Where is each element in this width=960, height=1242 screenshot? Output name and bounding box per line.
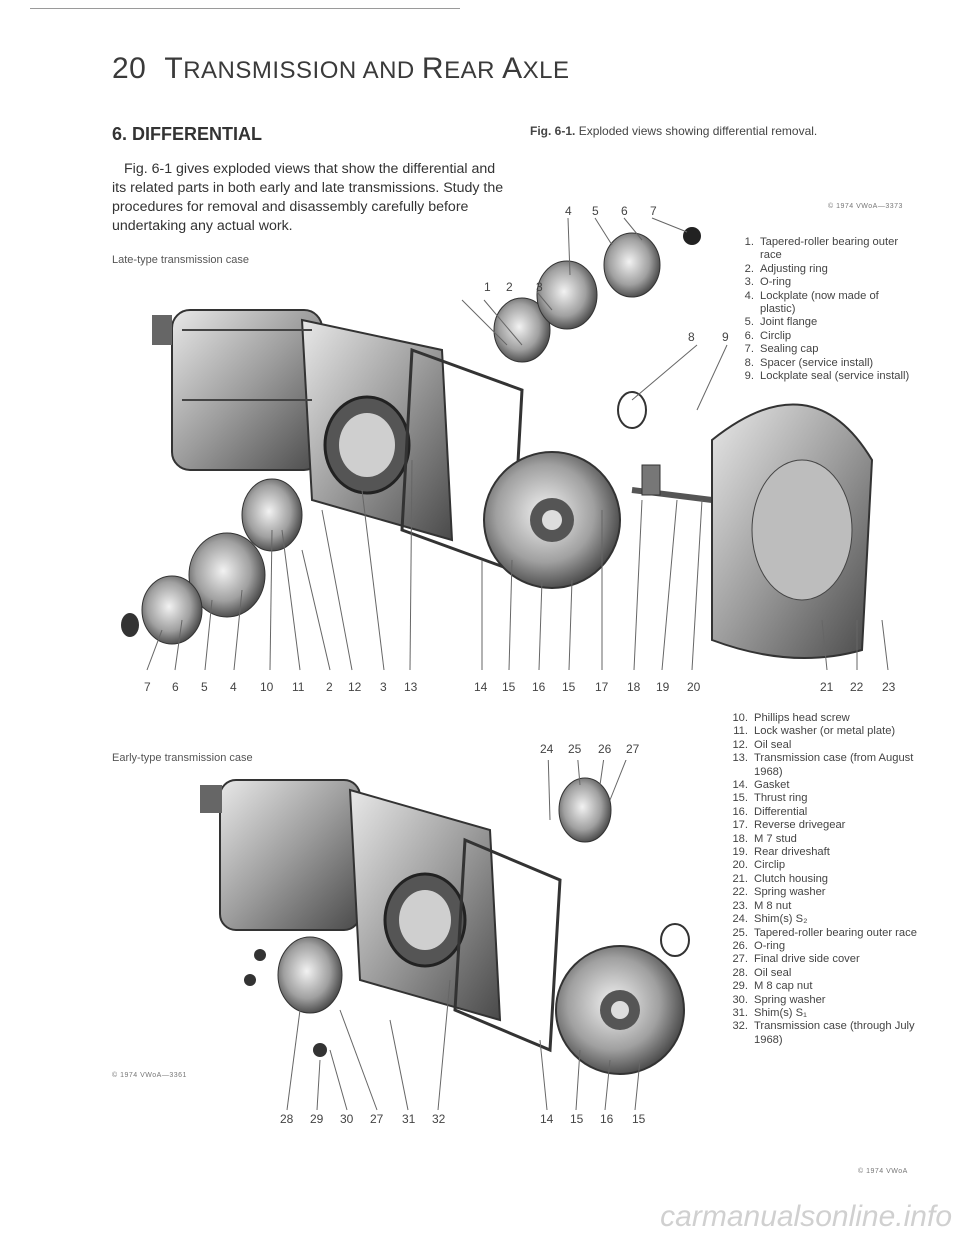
callout: 18: [627, 680, 641, 694]
callout: 22: [850, 680, 864, 694]
legend-item: 32. Transmission case (through July 1968): [732, 1020, 915, 1046]
early-type-exploded-diagram: [190, 760, 710, 1120]
differential-early: [556, 924, 689, 1074]
bearing-early: [559, 778, 611, 842]
legend-item: 12. Oil seal: [732, 738, 792, 751]
callout: 2: [326, 680, 333, 694]
legend-item: 9. Lockplate seal (service install): [744, 370, 910, 383]
callout: 30: [340, 1112, 354, 1126]
callout: 7: [650, 204, 657, 218]
driveshaft-late: [632, 465, 712, 500]
bottom-credit: © 1974 VWoA: [858, 1168, 908, 1175]
callout: 19: [656, 680, 670, 694]
legend-bottom: [730, 712, 930, 1047]
callout: 29: [310, 1112, 324, 1126]
legend-item: 19. Rear driveshaft: [732, 846, 830, 859]
callout: 6: [621, 204, 628, 218]
callout: 14: [474, 680, 488, 694]
callout: 17: [595, 680, 609, 694]
figure-caption: [530, 124, 817, 138]
callout: 16: [532, 680, 546, 694]
callout: 3: [536, 280, 543, 294]
title-cap-3: A: [502, 52, 523, 85]
callout: 24: [540, 742, 554, 756]
callout: 31: [402, 1112, 416, 1126]
legend-item: 3. O-ring: [744, 276, 792, 289]
legend-item: 4. Lockplate (now made of plastic): [744, 289, 879, 316]
watermark: carmanualsonline.info: [660, 1200, 952, 1233]
legend-item: 28. Oil seal: [732, 966, 792, 979]
callout: 26: [598, 742, 612, 756]
callout: 21: [820, 680, 834, 694]
legend-item: 14. Gasket: [732, 779, 790, 792]
callout: 32: [432, 1112, 446, 1126]
title-cap-2: R: [421, 52, 445, 85]
legend-item: 10. Phillips head screw: [732, 712, 850, 724]
callout: 3: [380, 680, 387, 694]
callout: 23: [882, 680, 896, 694]
callout: 20: [687, 680, 701, 694]
differential-late: [484, 452, 620, 588]
callout: 15: [562, 680, 576, 694]
side-cover-parts-late: [121, 479, 302, 644]
callout: 4: [230, 680, 237, 694]
early-type-credit: © 1974 VWoA—3361: [112, 1072, 187, 1079]
legend-item: 15. Thrust ring: [732, 792, 808, 805]
callout: 2: [506, 280, 513, 294]
title-rest-1: RANSMISSION AND: [183, 57, 422, 84]
callout: 11: [292, 680, 305, 694]
figure-label: Fig. 6-1.: [530, 124, 576, 138]
callout: 12: [348, 680, 362, 694]
callout: 27: [370, 1112, 384, 1126]
bearing-stack-late: [494, 227, 701, 428]
legend-item: 29. M 8 cap nut: [732, 980, 813, 993]
legend-item: 16. Differential: [732, 805, 808, 818]
callout: 6: [172, 680, 179, 694]
transmission-case-early: [200, 780, 500, 1020]
legend-item: 13. Transmission case (from August 1968): [732, 752, 914, 778]
callout: 15: [502, 680, 516, 694]
late-type-label: Late-type transmission case: [112, 254, 249, 266]
legend-item: 23. M 8 nut: [732, 899, 792, 912]
figure-caption-text: Exploded views showing differential removal.: [578, 124, 818, 138]
legend-item: 26. O-ring: [732, 939, 786, 952]
callout: 9: [722, 330, 729, 344]
title-rest-2: EAR: [444, 57, 503, 84]
clutch-housing-late: [712, 404, 872, 658]
title-cap-1: T: [164, 52, 184, 85]
legend-item: 17. Reverse drivegear: [732, 819, 846, 832]
callout: 16: [600, 1112, 614, 1126]
page-number: 20: [112, 52, 147, 85]
callout: 28: [280, 1112, 294, 1126]
page-header: [112, 52, 570, 86]
legend-item: 24. Shim(s) S₂: [732, 913, 808, 926]
callout: 5: [201, 680, 208, 694]
intro-paragraph: Fig. 6-1 gives exploded views that show the differential and its related parts in both early and late transmissions. Study the procedures for removal and disassembly carefully before undertaking any actual work.: [112, 161, 504, 234]
callout: 13: [404, 680, 418, 694]
top-rule: [30, 8, 460, 9]
legend-item: 31. Shim(s) S₁: [732, 1006, 807, 1019]
callout: 4: [565, 204, 572, 218]
legend-item: 20. Circlip: [732, 859, 786, 872]
legend-top: [736, 236, 916, 383]
callout: 5: [592, 204, 599, 218]
legend-item: 5. Joint flange: [744, 316, 818, 329]
callout: 1: [484, 280, 491, 294]
title-rest-3: XLE: [522, 57, 570, 84]
callout: 14: [540, 1112, 554, 1126]
side-cover-early: [244, 937, 342, 1057]
callout: 15: [570, 1112, 584, 1126]
legend-item: 1. Tapered-roller bearing outer race: [744, 236, 899, 262]
callout: 8: [688, 330, 695, 344]
callout: 10: [260, 680, 274, 694]
legend-item: 30. Spring washer: [732, 993, 826, 1006]
legend-item: 2. Adjusting ring: [744, 262, 828, 275]
legend-item: 6. Circlip: [744, 329, 792, 342]
legend-item: 21. Clutch housing: [732, 872, 829, 885]
late-type-credit: © 1974 VWoA—3373: [828, 203, 903, 210]
legend-item: 27. Final drive side cover: [732, 953, 860, 966]
legend-item: 11. Lock washer (or metal plate): [733, 725, 896, 738]
early-type-label: Early-type transmission case: [112, 752, 253, 764]
legend-item: 18. M 7 stud: [732, 832, 797, 845]
legend-item: 22. Spring washer: [732, 886, 826, 899]
legend-item: 7. Sealing cap: [744, 343, 819, 356]
callout: 27: [626, 742, 640, 756]
section-heading: 6. DIFFERENTIAL: [112, 124, 263, 144]
callout: 25: [568, 742, 582, 756]
legend-item: 25. Tapered-roller bearing outer race: [732, 926, 917, 939]
legend-item: 8. Spacer (service install): [744, 356, 874, 369]
callout: 15: [632, 1112, 646, 1126]
callout: 7: [144, 680, 151, 694]
